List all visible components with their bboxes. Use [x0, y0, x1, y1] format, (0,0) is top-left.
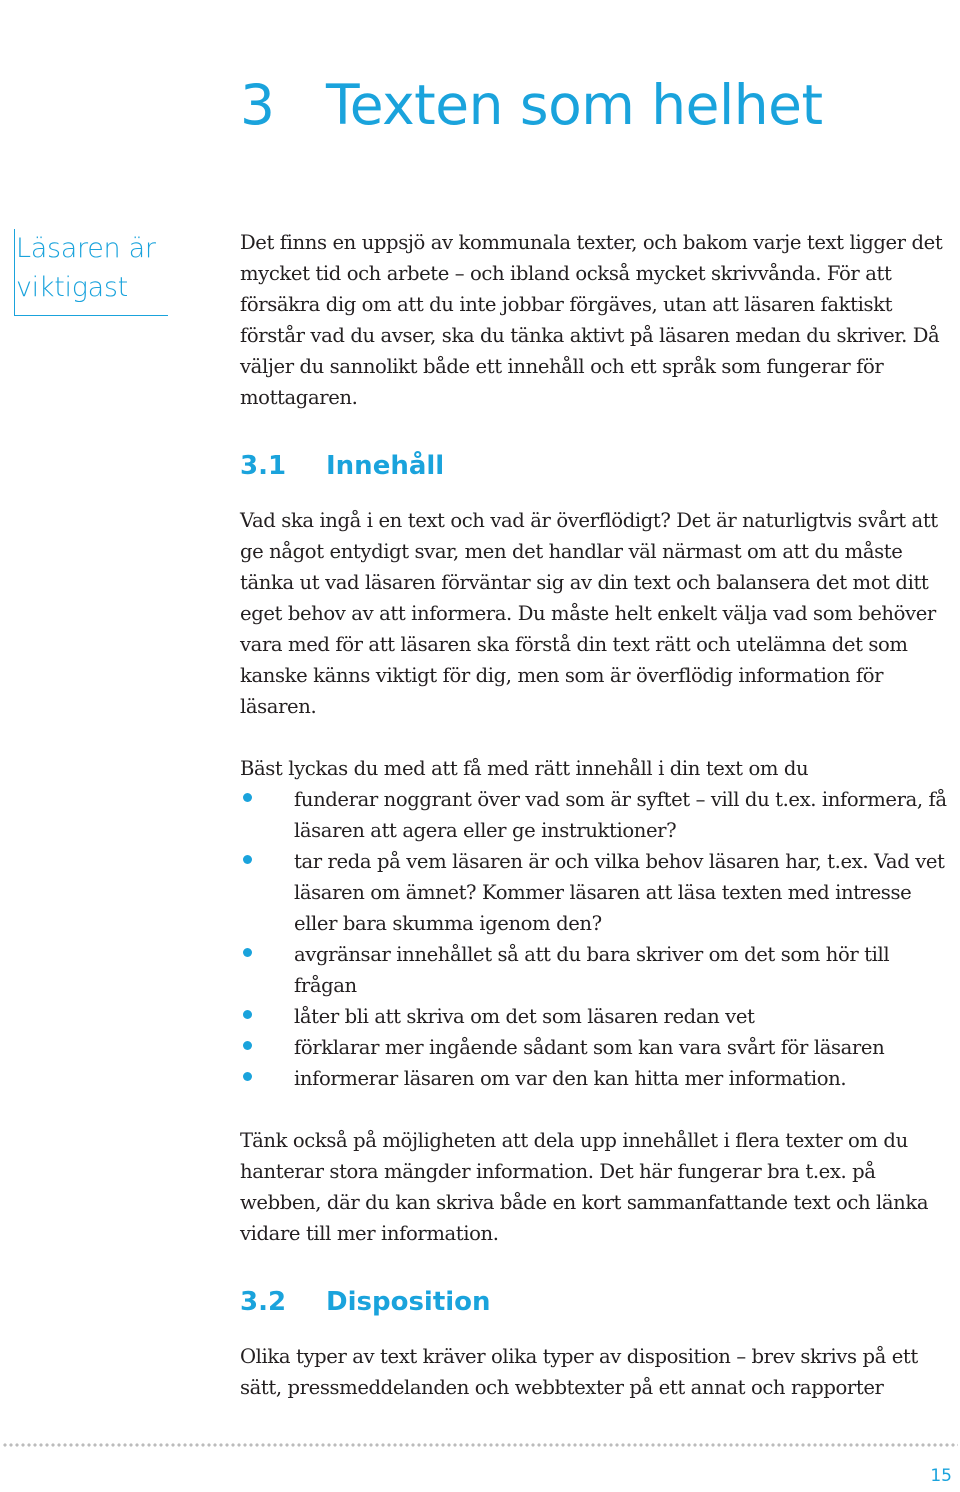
bullet-icon [243, 948, 252, 957]
list-item-text: funderar noggrant över vad som är syftet – vill du t.ex. informera, få läsaren att agera eller ge instruktioner? [294, 788, 947, 842]
section-heading-innehall [240, 449, 956, 483]
list-item [240, 939, 956, 1001]
section-heading-disposition [240, 1285, 956, 1319]
bullet-icon [243, 793, 252, 802]
bullet-icon [243, 1010, 252, 1019]
section-number: 3.1 [240, 451, 287, 481]
section-title: Innehåll [326, 451, 445, 481]
bullet-icon [243, 1072, 252, 1081]
list-item [240, 1032, 956, 1063]
sidebar-note-bar [14, 229, 15, 315]
list-intro: Bäst lyckas du med att få med rätt innehåll i din text om du [240, 757, 809, 780]
bullet-icon [243, 1041, 252, 1050]
chapter-title [240, 70, 823, 140]
disposition-paragraph: Olika typer av text kräver olika typer av disposition – brev skrivs på ett sätt, pressmeddelanden och webbtexter på ett annat och rapporter [240, 1345, 918, 1399]
list-item [240, 1001, 956, 1032]
sidebar-note-text: Läsaren är viktigast [16, 233, 156, 303]
split-content-paragraph: Tänk också på möjligheten att dela upp innehållet i flera texter om du hanterar stora mängder information. Det här fungerar bra t.ex. på webben, där du kan skriva både en kort sammanfattande text och länka vidare till mer information. [240, 1129, 929, 1245]
intro-paragraph: Det finns en uppsjö av kommunala texter, och bakom varje text ligger det mycket tid och arbete – och ibland också mycket skrivvånda. För att försäkra dig om att du inte jobbar förgäves, utan att läsaren faktiskt förstår vad du avser, ska du tänka aktivt på läsaren medan du skriver. Då väljer du sannolikt både ett innehåll och ett språk som fungerar för mottagaren. [240, 231, 943, 409]
bullet-list [240, 784, 956, 1094]
list-item [240, 1063, 956, 1094]
list-item [240, 784, 956, 846]
sidebar-note [14, 229, 168, 316]
list-item-text: avgränsar innehållet så att du bara skriver om det som hör till frågan [294, 943, 890, 997]
list-item-text: låter bli att skriva om det som läsaren redan vet [294, 1005, 755, 1028]
footer-dotted-rule [2, 1443, 958, 1447]
list-item [240, 846, 956, 939]
page-number: 15 [930, 1466, 952, 1486]
chapter-title-text: Texten som helhet [326, 73, 823, 137]
innehall-paragraph: Vad ska ingå i en text och vad är överflödigt? Det är naturligtvis svårt att ge något entydigt svar, men det handlar väl närmast om att du måste tänka ut vad läsaren förväntar sig av din text och balansera det mot ditt eget behov av att informera. Du måste helt enkelt välja vad som behöver vara med för att läsaren ska förstå din text rätt och utelämna det som kanske känns viktigt för dig, men som är överflödig information för läsaren. [240, 509, 938, 718]
list-item-text: tar reda på vem läsaren är och vilka behov läsaren har, t.ex. Vad vet läsaren om ämnet? Kommer läsaren att läsa texten med intresse eller bara skumma igenom den? [294, 850, 945, 935]
section-number: 3.2 [240, 1287, 287, 1317]
bullet-icon [243, 855, 252, 864]
main-content [240, 227, 956, 1403]
list-item-text: förklarar mer ingående sådant som kan vara svårt för läsaren [294, 1036, 885, 1059]
list-item-text: informerar läsaren om var den kan hitta mer information. [294, 1067, 847, 1090]
chapter-number: 3 [240, 73, 275, 137]
section-title: Disposition [326, 1287, 491, 1317]
